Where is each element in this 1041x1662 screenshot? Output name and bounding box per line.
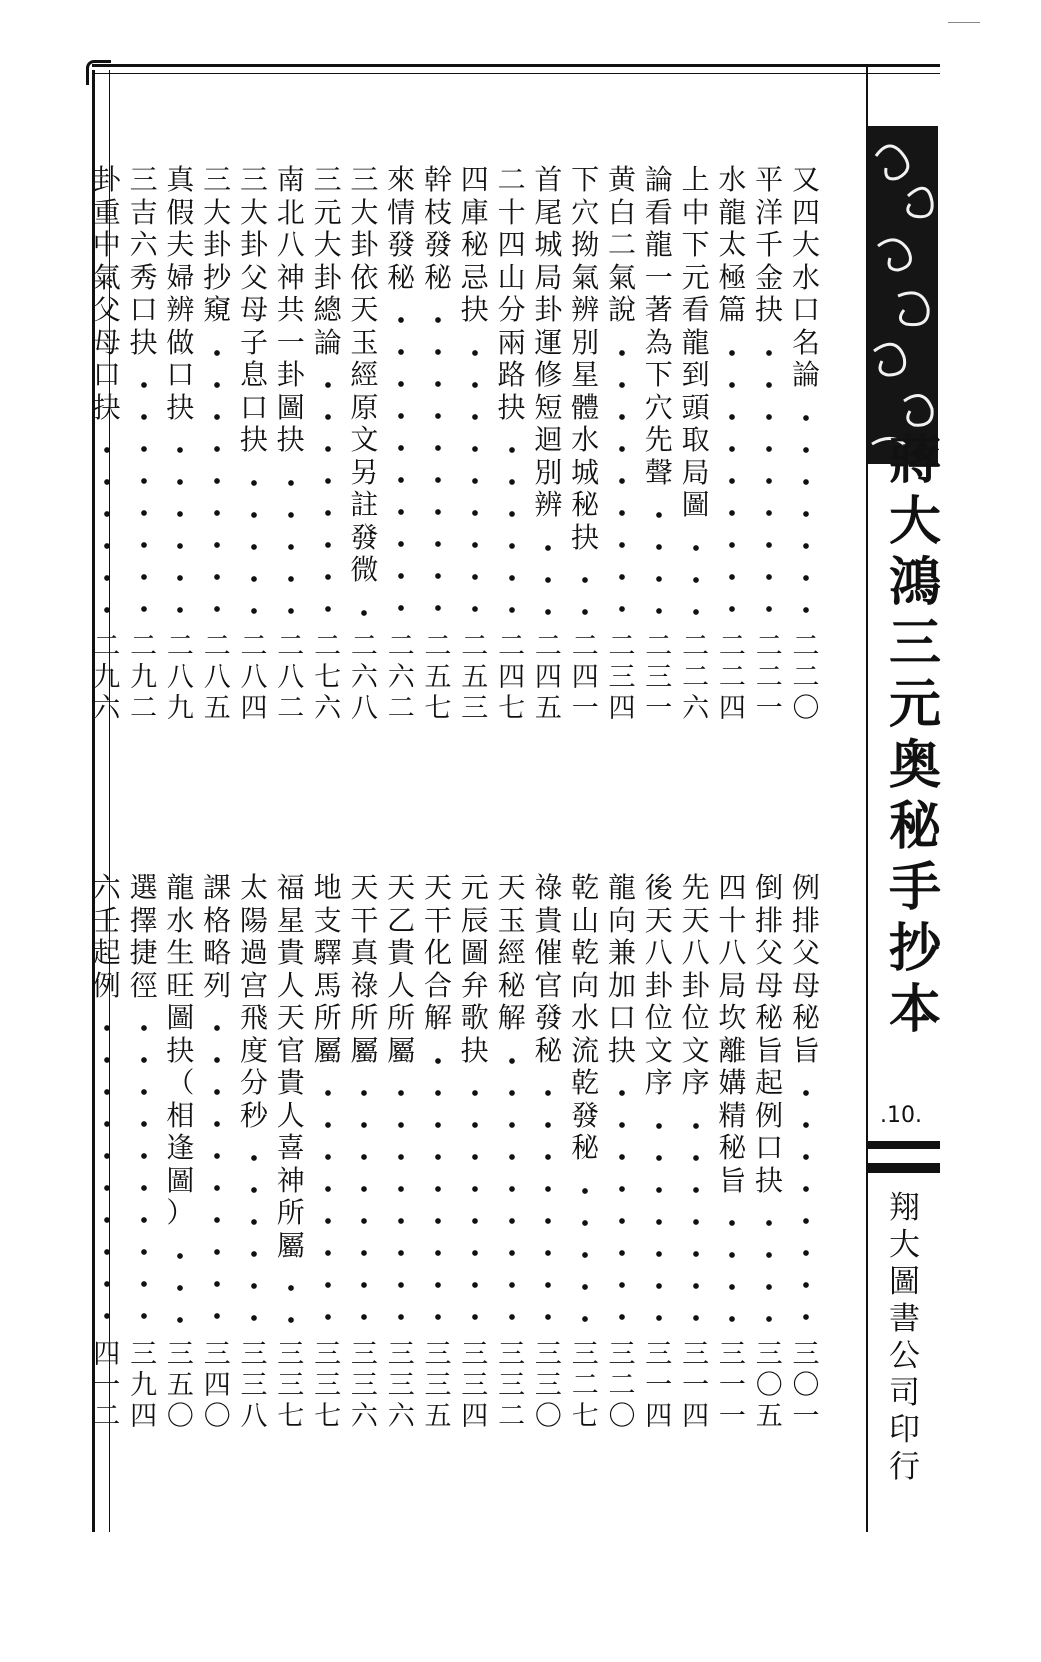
leader-dots: [360, 1071, 368, 1335]
toc-entry: [275, 872, 307, 1432]
toc-entry-title: 黄 白 二 氣 說: [607, 163, 636, 326]
toc-entry-page: 二 二 〇: [792, 631, 820, 724]
toc-entry-title: 福 星 貴 人 天 官 貴 人 喜 神 所 屬: [276, 871, 305, 1262]
toc-entry: [312, 164, 344, 724]
toc-entry-page: 三 九 四: [130, 1339, 158, 1432]
toc-entry: [790, 872, 822, 1432]
divider-bar: [868, 1141, 940, 1149]
toc-entry-title: 選 擇 捷 徑: [129, 871, 158, 1002]
leader-dots: [765, 331, 773, 628]
toc-entry-title: 論 看 龍 一 著 為 下 穴 先 聲: [644, 163, 673, 489]
toc-entry-title: 首 尾 城 局 卦 運 修 短 迴 別 辨: [534, 163, 563, 521]
toc-entry: [201, 872, 233, 1432]
toc-entry-title: 又 四 大 水 口 名 論: [791, 163, 820, 391]
toc-entry-title: 龍 向 兼 加 口 抉: [607, 871, 636, 1067]
toc-entry: [385, 164, 417, 724]
toc-entry-page: 三 二 〇: [608, 1339, 636, 1432]
toc-entry: [422, 872, 454, 1432]
toc-entry-title: 太 陽 過 宫 飛 度 分 秒: [239, 871, 268, 1132]
toc-entry: [238, 164, 270, 724]
toc-entry-page: 四 一 二: [93, 1339, 121, 1432]
toc-entry: [716, 872, 748, 1432]
toc-entry: [606, 164, 638, 724]
toc-entry: [459, 164, 491, 724]
book-title: 蔣 大 鴻 三 元 奥 秘 手 抄 本: [889, 430, 942, 1040]
toc-entry-title: 後 天 八 卦 位 文 序: [644, 871, 673, 1099]
toc-entry-page: 二 八 四: [240, 631, 268, 724]
toc-entry-page: 二 八 九: [166, 631, 194, 724]
toc-entry-title: 天 干 化 合 解: [423, 871, 452, 1034]
toc-entry-title: 天 干 真 祿 所 屬: [350, 871, 379, 1067]
toc-entry-title: 天 玉 經 秘 解: [497, 871, 526, 1034]
toc-entry-page: 三 三 七: [277, 1339, 305, 1432]
leader-dots: [618, 331, 626, 628]
toc-entry-page: 二 三 一: [645, 631, 673, 724]
toc-entry: [569, 164, 601, 724]
toc-entry-page: 二 七 六: [314, 631, 342, 724]
toc-entry: [385, 872, 417, 1432]
toc-entry-page: 三 四 〇: [203, 1339, 231, 1432]
toc-entry-title: 三 大 卦 父 母 子 息 口 抉: [239, 163, 268, 456]
toc-entry: [753, 164, 785, 724]
toc-entry-page: 二 八 二: [277, 631, 305, 724]
toc-entry-page: 二 六 二: [387, 631, 415, 724]
toc-entry: [643, 164, 675, 724]
toc-entry-page: 二 八 五: [203, 631, 231, 724]
toc-entry-page: 三 三 五: [424, 1339, 452, 1432]
toc-entry-page: 二 六 八: [350, 631, 378, 724]
toc-entry-title: 乾 山 乾 向 水 流 乾 發 秘: [571, 871, 600, 1164]
toc-entry-page: 三 〇 五: [755, 1339, 783, 1432]
leader-dots: [581, 558, 589, 627]
leader-dots: [471, 1071, 479, 1335]
toc-entry: [348, 164, 380, 724]
leader-dots: [213, 331, 221, 628]
toc-entry: [532, 164, 564, 724]
toc-entry: [606, 872, 638, 1432]
toc-entry: [459, 872, 491, 1432]
toc-entry-title: 下 穴 拗 氣 辨 別 星 體 水 城 秘 抉: [571, 163, 600, 554]
leader-dots: [618, 1071, 626, 1335]
toc-entry-title: 六 壬 起 例: [92, 871, 121, 1002]
toc-entry-page: 二 二 四: [718, 631, 746, 724]
toc-entry: [790, 164, 822, 724]
toc-entry: [569, 872, 601, 1432]
toc-entry-title: 三 元 大 卦 總 論: [313, 163, 342, 359]
toc-entry-page: 三 三 〇: [534, 1339, 562, 1432]
toc-entry-title: 倒 排 父 母 秘 旨 起 例 口 抉: [755, 871, 784, 1197]
leader-dots: [471, 331, 479, 628]
leader-dots: [287, 461, 295, 628]
toc-entry-title: 天 乙 貴 人 所 屬: [387, 871, 416, 1067]
toc-entry-page: 二 五 七: [424, 631, 452, 724]
toc-entry-title: 南 北 八 神 共 一 卦 圖 抉: [276, 163, 305, 456]
leader-dots: [581, 1169, 589, 1336]
toc-entry: [716, 164, 748, 724]
leader-dots: [728, 331, 736, 628]
toc-entry: [164, 872, 196, 1432]
toc-entry: [164, 164, 196, 724]
toc-entry-title: 平 洋 千 金 抉: [755, 163, 784, 326]
leader-dots: [692, 1104, 700, 1336]
leader-dots: [397, 298, 405, 627]
toc-entry-title: 四 庫 秘 忌 抉: [460, 163, 489, 326]
leader-dots: [140, 1006, 148, 1335]
leader-dots: [360, 591, 368, 628]
toc-entry-title: 四 十 八 局 坎 離 媾 精 秘 旨: [718, 871, 747, 1197]
frame-top-border: [92, 64, 940, 74]
leader-dots: [287, 1266, 295, 1335]
toc-entry: [201, 164, 233, 724]
toc-entry: [680, 164, 712, 724]
toc-entry: [496, 164, 528, 724]
leader-dots: [802, 1071, 810, 1335]
toc-entry-page: 二 九 六: [93, 631, 121, 724]
leader-dots: [655, 1104, 663, 1336]
toc-entry-title: 元 辰 圖 弁 歌 抉: [460, 871, 489, 1067]
leader-dots: [544, 1071, 552, 1335]
toc-entry-title: 祿 貴 催 官 發 秘: [534, 871, 563, 1067]
toc-entry-page: 三 三 六: [350, 1339, 378, 1432]
toc-entry: [753, 872, 785, 1432]
toc-entry: [496, 872, 528, 1432]
toc-entry-page: 三 三 二: [498, 1339, 526, 1432]
toc-entry-title: 幹 枝 發 秘: [423, 163, 452, 294]
leader-dots: [728, 1201, 736, 1335]
toc-entry-title: 例 排 父 母 秘 旨: [791, 871, 820, 1067]
toc-entry-page: 二 五 三: [461, 631, 489, 724]
toc-entry-page: 三 三 四: [461, 1339, 489, 1432]
toc-entry-page: 二 九 二: [130, 631, 158, 724]
leader-dots: [508, 428, 516, 627]
divider-bar: [868, 1163, 940, 1173]
leader-dots: [324, 1071, 332, 1335]
toc-entry: [275, 164, 307, 724]
leader-dots: [324, 363, 332, 627]
leader-dots: [434, 298, 442, 627]
toc-entry: [238, 872, 270, 1432]
leader-dots: [176, 1234, 184, 1336]
toc-entry-title: 二 十 四 山 分 兩 路 抉: [497, 163, 526, 424]
toc-entry-page: 二 四 五: [534, 631, 562, 724]
leader-dots: [508, 1039, 516, 1336]
toc-entry-title: 卦 重 中 氣 父 母 口 抉: [92, 163, 121, 424]
toc-entry: [128, 164, 160, 724]
toc-entry-page: 三 一 四: [645, 1339, 673, 1432]
toc-entry: [91, 872, 123, 1432]
toc-entry-title: 三 吉 六 秀 口 抉: [129, 163, 158, 359]
scan-mark: [948, 22, 980, 23]
toc-entry: [91, 164, 123, 724]
toc-entry: [128, 872, 160, 1432]
toc-entry: [348, 872, 380, 1432]
toc-entry-page: 三 〇 一: [792, 1339, 820, 1432]
toc-entry-page: 二 二 一: [755, 631, 783, 724]
toc-entry-page: 二 二 六: [682, 631, 710, 724]
publisher-name: 翔 大 圖 書 公 司 印 行: [889, 1190, 920, 1485]
cloud-ornament-panel: [868, 126, 938, 464]
toc-entry-page: 二 四 一: [571, 631, 599, 724]
toc-entry-title: 龍 水 生 旺 圖 抉 （ 相 逢 圖 ）: [166, 871, 195, 1229]
leader-dots: [250, 1136, 258, 1335]
toc-entry-page: 三 一 四: [682, 1339, 710, 1432]
toc-entry: [680, 872, 712, 1432]
toc-entry-page: 二 三 四: [608, 631, 636, 724]
toc-entry: [422, 164, 454, 724]
toc-entry-page: 三 三 七: [314, 1339, 342, 1432]
toc-entry-title: 三 大 卦 依 天 玉 經 原 文 另 註 發 微: [350, 163, 379, 586]
leader-dots: [544, 526, 552, 628]
leader-dots: [176, 428, 184, 627]
leader-dots: [140, 363, 148, 627]
toc-entry-title: 來 情 發 秘: [387, 163, 416, 294]
toc-entry-page: 三 二 七: [571, 1339, 599, 1432]
toc-entry-page: 三 一 一: [718, 1339, 746, 1432]
toc-entry-title: 課 格 略 列: [203, 871, 232, 1002]
toc-entry-page: 二 四 七: [498, 631, 526, 724]
leader-dots: [397, 1071, 405, 1335]
toc-entry-title: 三 大 卦 抄 窺: [203, 163, 232, 326]
toc-entry-page: 三 五 〇: [166, 1339, 194, 1432]
toc-entry: [532, 872, 564, 1432]
leader-dots: [103, 1006, 111, 1335]
leader-dots: [250, 461, 258, 628]
toc-entry-title: 先 天 八 卦 位 文 序: [681, 871, 710, 1099]
toc-entry-title: 水 龍 太 極 篇: [718, 163, 747, 326]
leader-dots: [802, 396, 810, 628]
toc-entry-title: 地 支 驛 馬 所 屬: [313, 871, 342, 1067]
leader-dots: [103, 428, 111, 627]
toc-entry: [312, 872, 344, 1432]
leader-dots: [692, 526, 700, 628]
toc-entry-title: 真 假 夫 婦 辨 做 口 抉: [166, 163, 195, 424]
toc-entry-title: 上 中 下 元 看 龍 到 頭 取 局 圖: [681, 163, 710, 521]
leader-dots: [213, 1006, 221, 1335]
cloud-ornament-icon: [868, 126, 938, 464]
toc-entry-page: 三 三 六: [387, 1339, 415, 1432]
page-number: .10.: [880, 1103, 922, 1128]
leader-dots: [434, 1039, 442, 1336]
leader-dots: [655, 493, 663, 627]
toc-entry: [643, 872, 675, 1432]
toc-entry-page: 三 三 八: [240, 1339, 268, 1432]
leader-dots: [765, 1201, 773, 1335]
